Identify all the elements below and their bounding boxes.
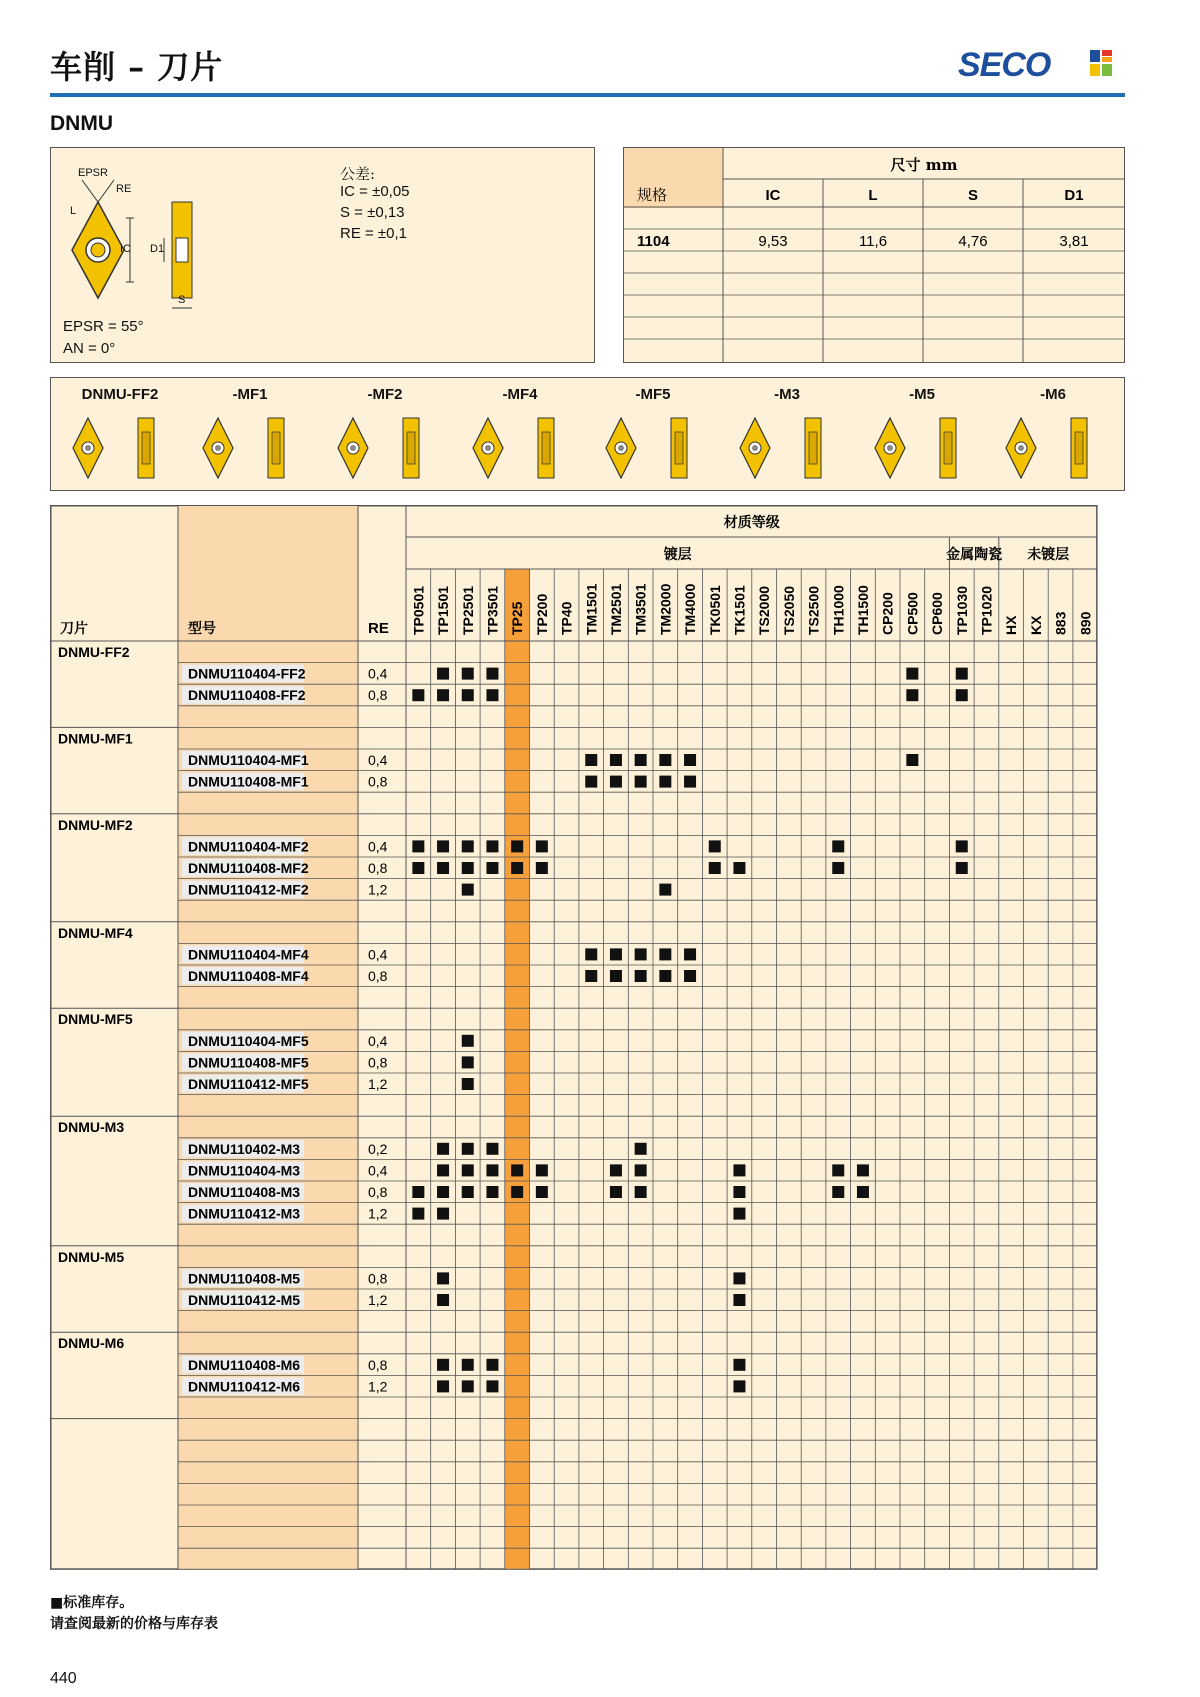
model-cell: DNMU110408-MF5 — [188, 1054, 309, 1071]
grade-table — [50, 505, 1126, 1589]
stock-mark-tm3501 — [635, 776, 647, 788]
model-cell: DNMU110412-MF5 — [188, 1076, 309, 1092]
stock-mark-tm3501 — [635, 970, 647, 982]
re-cell: 1,2 — [368, 1205, 388, 1222]
model-cell: DNMU110404-MF2 — [188, 838, 309, 855]
stock-mark-cp500 — [906, 668, 918, 680]
dim-value-l: 11,6 — [858, 233, 888, 250]
re-cell: 0,8 — [368, 860, 388, 876]
grade-header-tp1030: TP1030 — [953, 585, 970, 635]
section-subtitle: DNMU — [50, 112, 113, 135]
stock-mark-tp3501 — [486, 1143, 498, 1155]
stock-mark-tm4000 — [684, 754, 696, 766]
stock-mark-tp1501 — [437, 840, 449, 852]
model-cell: DNMU110404-MF5 — [188, 1032, 309, 1049]
stock-mark-cp500 — [906, 689, 918, 701]
re-cell: 0,8 — [368, 1184, 388, 1200]
stock-mark-th1500 — [857, 1164, 869, 1176]
grade-header-tp25: TP25 — [509, 601, 526, 635]
stock-mark-tm2000 — [659, 970, 671, 982]
stock-mark-tm2000 — [659, 754, 671, 766]
re-cell: 1,2 — [368, 1292, 388, 1308]
stock-mark-tp2501 — [462, 1035, 474, 1047]
model-cell: DNMU110404-MF4 — [188, 946, 309, 963]
grade-header-883: 883 — [1052, 611, 1069, 635]
stock-mark-tp2501 — [462, 1078, 474, 1090]
re-cell: 0,8 — [368, 968, 388, 984]
cermet-group-header: 金属陶瓷 — [946, 547, 1003, 563]
insert-group-label: DNMU-M6 — [58, 1335, 125, 1352]
grade-header-890: 890 — [1077, 611, 1094, 635]
variant-icon — [606, 418, 687, 478]
insert-group-label: DNMU-FF2 — [58, 644, 130, 660]
re-cell: 0,8 — [368, 773, 388, 790]
grade-header-tk0501: TK0501 — [706, 585, 723, 635]
stock-mark-tm4000 — [684, 776, 696, 788]
grade-header-hx: HX — [1003, 615, 1020, 635]
stock-mark-tk1501 — [733, 862, 745, 874]
re-cell: 0,8 — [368, 1270, 388, 1287]
re-cell: 0,8 — [368, 1054, 388, 1071]
tolerance-title: 公差: — [340, 165, 376, 183]
stock-mark-tp1030 — [956, 862, 968, 874]
variant-icon — [1006, 418, 1087, 478]
stock-mark-tp2501 — [462, 689, 474, 701]
stock-mark-tm1501 — [585, 948, 597, 960]
grade-header-tm3501: TM3501 — [632, 583, 649, 635]
re-cell: 0,8 — [368, 1356, 388, 1373]
stock-mark-tm4000 — [684, 970, 696, 982]
stock-mark-tm2000 — [659, 776, 671, 788]
model-cell: DNMU110412-M6 — [188, 1378, 301, 1395]
grade-header-cp600: CP600 — [929, 592, 946, 635]
model-cell: DNMU110404-FF2 — [188, 665, 306, 682]
variant-label: -MF2 — [367, 386, 403, 403]
stock-mark-tp0501 — [412, 689, 424, 701]
model-cell: DNMU110412-MF2 — [188, 881, 309, 898]
stock-mark-tp1501 — [437, 1294, 449, 1306]
stock-mark-cp500 — [906, 754, 918, 766]
model-cell: DNMU110412-M3 — [188, 1205, 301, 1222]
variant-icon — [473, 418, 554, 478]
stock-mark-tk1501 — [733, 1359, 745, 1371]
stock-mark-tm1501 — [585, 776, 597, 788]
stock-mark-th1500 — [857, 1186, 869, 1198]
variant-label: -M6 — [1040, 386, 1066, 403]
re-dim-label: RE — [116, 183, 132, 195]
model-cell: DNMU110408-MF4 — [188, 968, 309, 984]
stock-mark-tp2501 — [462, 840, 474, 852]
dim-col-l: L — [868, 187, 878, 204]
insert-group-label: DNMU-MF1 — [58, 730, 133, 747]
dim-col-ic: IC — [765, 187, 781, 204]
grade-header-tp40: TP40 — [558, 601, 575, 635]
dim-group-header: 尺寸 mm — [890, 156, 958, 174]
variant-label: -MF4 — [502, 386, 538, 403]
stock-mark-tk0501 — [709, 840, 721, 852]
brand-mark-icon — [1090, 50, 1112, 76]
stock-mark-tp3501 — [486, 689, 498, 701]
variant-icon — [875, 418, 956, 478]
grade-header-ts2500: TS2500 — [805, 585, 822, 635]
stock-mark-tm2501 — [610, 1186, 622, 1198]
stock-mark-tp200 — [536, 840, 548, 852]
variant-icons — [50, 410, 1125, 488]
variant-label: -MF1 — [232, 386, 268, 403]
variant-label: DNMU-FF2 — [81, 386, 159, 403]
stock-mark-tk0501 — [709, 862, 721, 874]
re-cell: 0,8 — [368, 687, 388, 704]
stock-mark-tm2501 — [610, 970, 622, 982]
re-cell: 0,4 — [368, 1162, 388, 1179]
stock-mark-tp1501 — [437, 1143, 449, 1155]
stock-mark-tp25 — [511, 1164, 523, 1176]
variant-icon — [338, 418, 419, 478]
stock-mark-th1000 — [832, 1164, 844, 1176]
price-note: 请查阅最新的价格与库存表 — [50, 1616, 218, 1632]
stock-mark-tp3501 — [486, 1380, 498, 1392]
stock-mark-tp1030 — [956, 840, 968, 852]
stock-mark-tp3501 — [486, 1186, 498, 1198]
epsr-value: EPSR = 55° — [63, 318, 144, 335]
stock-mark-tp1501 — [437, 862, 449, 874]
stock-mark-tp25 — [511, 862, 523, 874]
stock-mark-tp1501 — [437, 1359, 449, 1371]
dim-value-d1: 3,81 — [1059, 233, 1089, 250]
stock-mark-tm1501 — [585, 754, 597, 766]
uncoated-group-header: 未镀层 — [1027, 547, 1070, 563]
model-cell: DNMU110412-M5 — [188, 1292, 301, 1308]
grade-header-cp200: CP200 — [879, 592, 896, 635]
dimensions-table — [623, 147, 1125, 363]
l-dim-label: L — [70, 205, 77, 217]
model-cell: DNMU110408-FF2 — [188, 687, 306, 704]
re-cell: 0,4 — [368, 838, 388, 855]
grade-header-ts2000: TS2000 — [756, 585, 773, 635]
stock-mark-tm4000 — [684, 948, 696, 960]
model-cell: DNMU110408-M5 — [188, 1270, 301, 1287]
stock-mark-tk1501 — [733, 1186, 745, 1198]
insert-group-label: DNMU-MF4 — [58, 924, 133, 941]
stock-mark-tp3501 — [486, 1164, 498, 1176]
stock-mark-tp2501 — [462, 862, 474, 874]
dim-value-s: 4,76 — [958, 233, 988, 250]
variant-label: -M3 — [774, 386, 800, 403]
grade-header-kx: KX — [1027, 615, 1044, 635]
re-cell: 0,4 — [368, 665, 388, 682]
stock-mark-tp1501 — [437, 1272, 449, 1284]
tolerance-ic: IC = ±0,05 — [340, 183, 410, 200]
stock-mark-tm3501 — [635, 1186, 647, 1198]
model-cell: DNMU110408-M6 — [188, 1356, 301, 1373]
model-col-header: 型号 — [188, 621, 216, 637]
grade-header-th1000: TH1000 — [830, 585, 847, 635]
stock-mark-th1000 — [832, 862, 844, 874]
stock-mark-tm2501 — [610, 776, 622, 788]
stock-mark-tp3501 — [486, 862, 498, 874]
brand-logo: SECO — [958, 46, 1051, 84]
stock-mark-tp2501 — [462, 1164, 474, 1176]
stock-mark-th1000 — [832, 840, 844, 852]
variant-icon — [203, 418, 284, 478]
stock-mark-tk1501 — [733, 1380, 745, 1392]
stock-mark-tp2501 — [462, 1186, 474, 1198]
variant-icon — [73, 418, 154, 478]
insert-col-header: 刀片 — [60, 621, 88, 637]
re-col-header: RE — [368, 620, 389, 637]
stock-mark-tm3501 — [635, 1164, 647, 1176]
stock-mark-tp2501 — [462, 1359, 474, 1371]
re-cell: 0,2 — [368, 1140, 388, 1157]
re-cell: 1,2 — [368, 881, 388, 898]
stock-mark-tm2000 — [659, 884, 671, 896]
insert-group-label: DNMU-M3 — [58, 1119, 125, 1136]
stock-mark-tp2501 — [462, 668, 474, 680]
an-value: AN = 0° — [63, 340, 116, 357]
stock-mark-tp0501 — [412, 862, 424, 874]
model-cell: DNMU110404-M3 — [188, 1162, 301, 1179]
title-rule — [50, 93, 1125, 97]
variant-label: -MF5 — [635, 386, 671, 403]
insert-group-label: DNMU-MF5 — [58, 1011, 133, 1028]
coated-group-header: 镀层 — [663, 547, 692, 563]
stock-mark-tp0501 — [412, 1186, 424, 1198]
grade-header-th1500: TH1500 — [854, 585, 871, 635]
model-cell: DNMU110408-MF1 — [188, 773, 309, 790]
stock-mark-tm2000 — [659, 948, 671, 960]
re-cell: 0,4 — [368, 752, 388, 768]
stock-mark-th1000 — [832, 1186, 844, 1198]
variant-label: -M5 — [909, 386, 935, 403]
stock-mark-tp2501 — [462, 1143, 474, 1155]
stock-mark-tp1501 — [437, 1186, 449, 1198]
grade-header-tm4000: TM4000 — [682, 583, 699, 635]
variant-icon — [740, 418, 821, 478]
grade-header-tp1020: TP1020 — [978, 585, 995, 635]
stock-mark-tm3501 — [635, 1143, 647, 1155]
model-cell: DNMU110408-MF2 — [188, 860, 309, 876]
stock-mark-tp200 — [536, 862, 548, 874]
grade-header-tp200: TP200 — [533, 593, 550, 635]
model-cell: DNMU110404-MF1 — [188, 752, 309, 768]
insert-group-label: DNMU-M5 — [58, 1248, 125, 1265]
stock-mark-tp1501 — [437, 1208, 449, 1220]
grade-header-tp1501: TP1501 — [435, 585, 452, 635]
tolerance-s: S = ±0,13 — [340, 204, 405, 221]
stock-mark-tp0501 — [412, 840, 424, 852]
page-title: 车削 – 刀片 — [50, 48, 224, 86]
stock-mark-tp1501 — [437, 689, 449, 701]
stock-mark-tk1501 — [733, 1272, 745, 1284]
page-number: 440 — [50, 1670, 77, 1687]
stock-mark-tp0501 — [412, 1208, 424, 1220]
d1-dim-label: D1 — [150, 243, 165, 255]
dim-col-d1: D1 — [1064, 187, 1084, 204]
grade-header-ts2050: TS2050 — [780, 585, 797, 635]
dim-row-size: 1104 — [637, 233, 670, 250]
re-cell: 1,2 — [368, 1378, 388, 1395]
stock-mark-tp25 — [511, 840, 523, 852]
legend-note: ■标准库存。 — [50, 1595, 134, 1611]
stock-mark-tp1501 — [437, 1380, 449, 1392]
ic-dim-label: IC — [120, 243, 131, 255]
re-cell: 1,2 — [368, 1076, 388, 1092]
model-cell: DNMU110402-M3 — [188, 1140, 301, 1157]
grade-header-tm1501: TM1501 — [583, 583, 600, 635]
insert-drawing — [52, 160, 222, 310]
stock-mark-tm3501 — [635, 948, 647, 960]
stock-mark-tm3501 — [635, 754, 647, 766]
stock-mark-tp1501 — [437, 1164, 449, 1176]
insert-group-label: DNMU-MF2 — [58, 816, 133, 833]
stock-mark-tp3501 — [486, 840, 498, 852]
stock-mark-tp1030 — [956, 689, 968, 701]
stock-mark-tk1501 — [733, 1208, 745, 1220]
grade-header-tp2501: TP2501 — [459, 585, 476, 635]
stock-mark-tk1501 — [733, 1164, 745, 1176]
re-cell: 0,4 — [368, 1032, 388, 1049]
model-cell: DNMU110408-M3 — [188, 1184, 301, 1200]
epsr-dim-label: EPSR — [78, 167, 108, 179]
grade-header-tk1501: TK1501 — [731, 585, 748, 635]
grade-header-cp500: CP500 — [904, 592, 921, 635]
stock-mark-tm2501 — [610, 754, 622, 766]
stock-mark-tp3501 — [486, 668, 498, 680]
grade-header-tp0501: TP0501 — [410, 585, 427, 635]
stock-mark-tp1501 — [437, 668, 449, 680]
stock-mark-tp3501 — [486, 1359, 498, 1371]
dim-col-s: S — [967, 187, 979, 204]
stock-mark-tp2501 — [462, 1056, 474, 1068]
stock-mark-tp200 — [536, 1164, 548, 1176]
grade-header-tm2000: TM2000 — [657, 583, 674, 635]
re-cell: 0,4 — [368, 946, 388, 963]
stock-mark-tp1030 — [956, 668, 968, 680]
tolerance-re: RE = ±0,1 — [340, 225, 408, 242]
stock-mark-tp2501 — [462, 884, 474, 896]
stock-mark-tm2501 — [610, 948, 622, 960]
stock-mark-tm1501 — [585, 970, 597, 982]
dim-size-header: 规格 — [637, 186, 668, 204]
stock-mark-tk1501 — [733, 1294, 745, 1306]
stock-mark-tm2501 — [610, 1164, 622, 1176]
s-dim-label: S — [178, 294, 186, 306]
grade-header-tp3501: TP3501 — [484, 585, 501, 635]
grade-group-header: 材质等级 — [723, 515, 780, 531]
stock-mark-tp25 — [511, 1186, 523, 1198]
dim-value-ic: 9,53 — [758, 233, 788, 250]
stock-mark-tp200 — [536, 1186, 548, 1198]
stock-mark-tp2501 — [462, 1380, 474, 1392]
grade-header-tm2501: TM2501 — [607, 583, 624, 635]
